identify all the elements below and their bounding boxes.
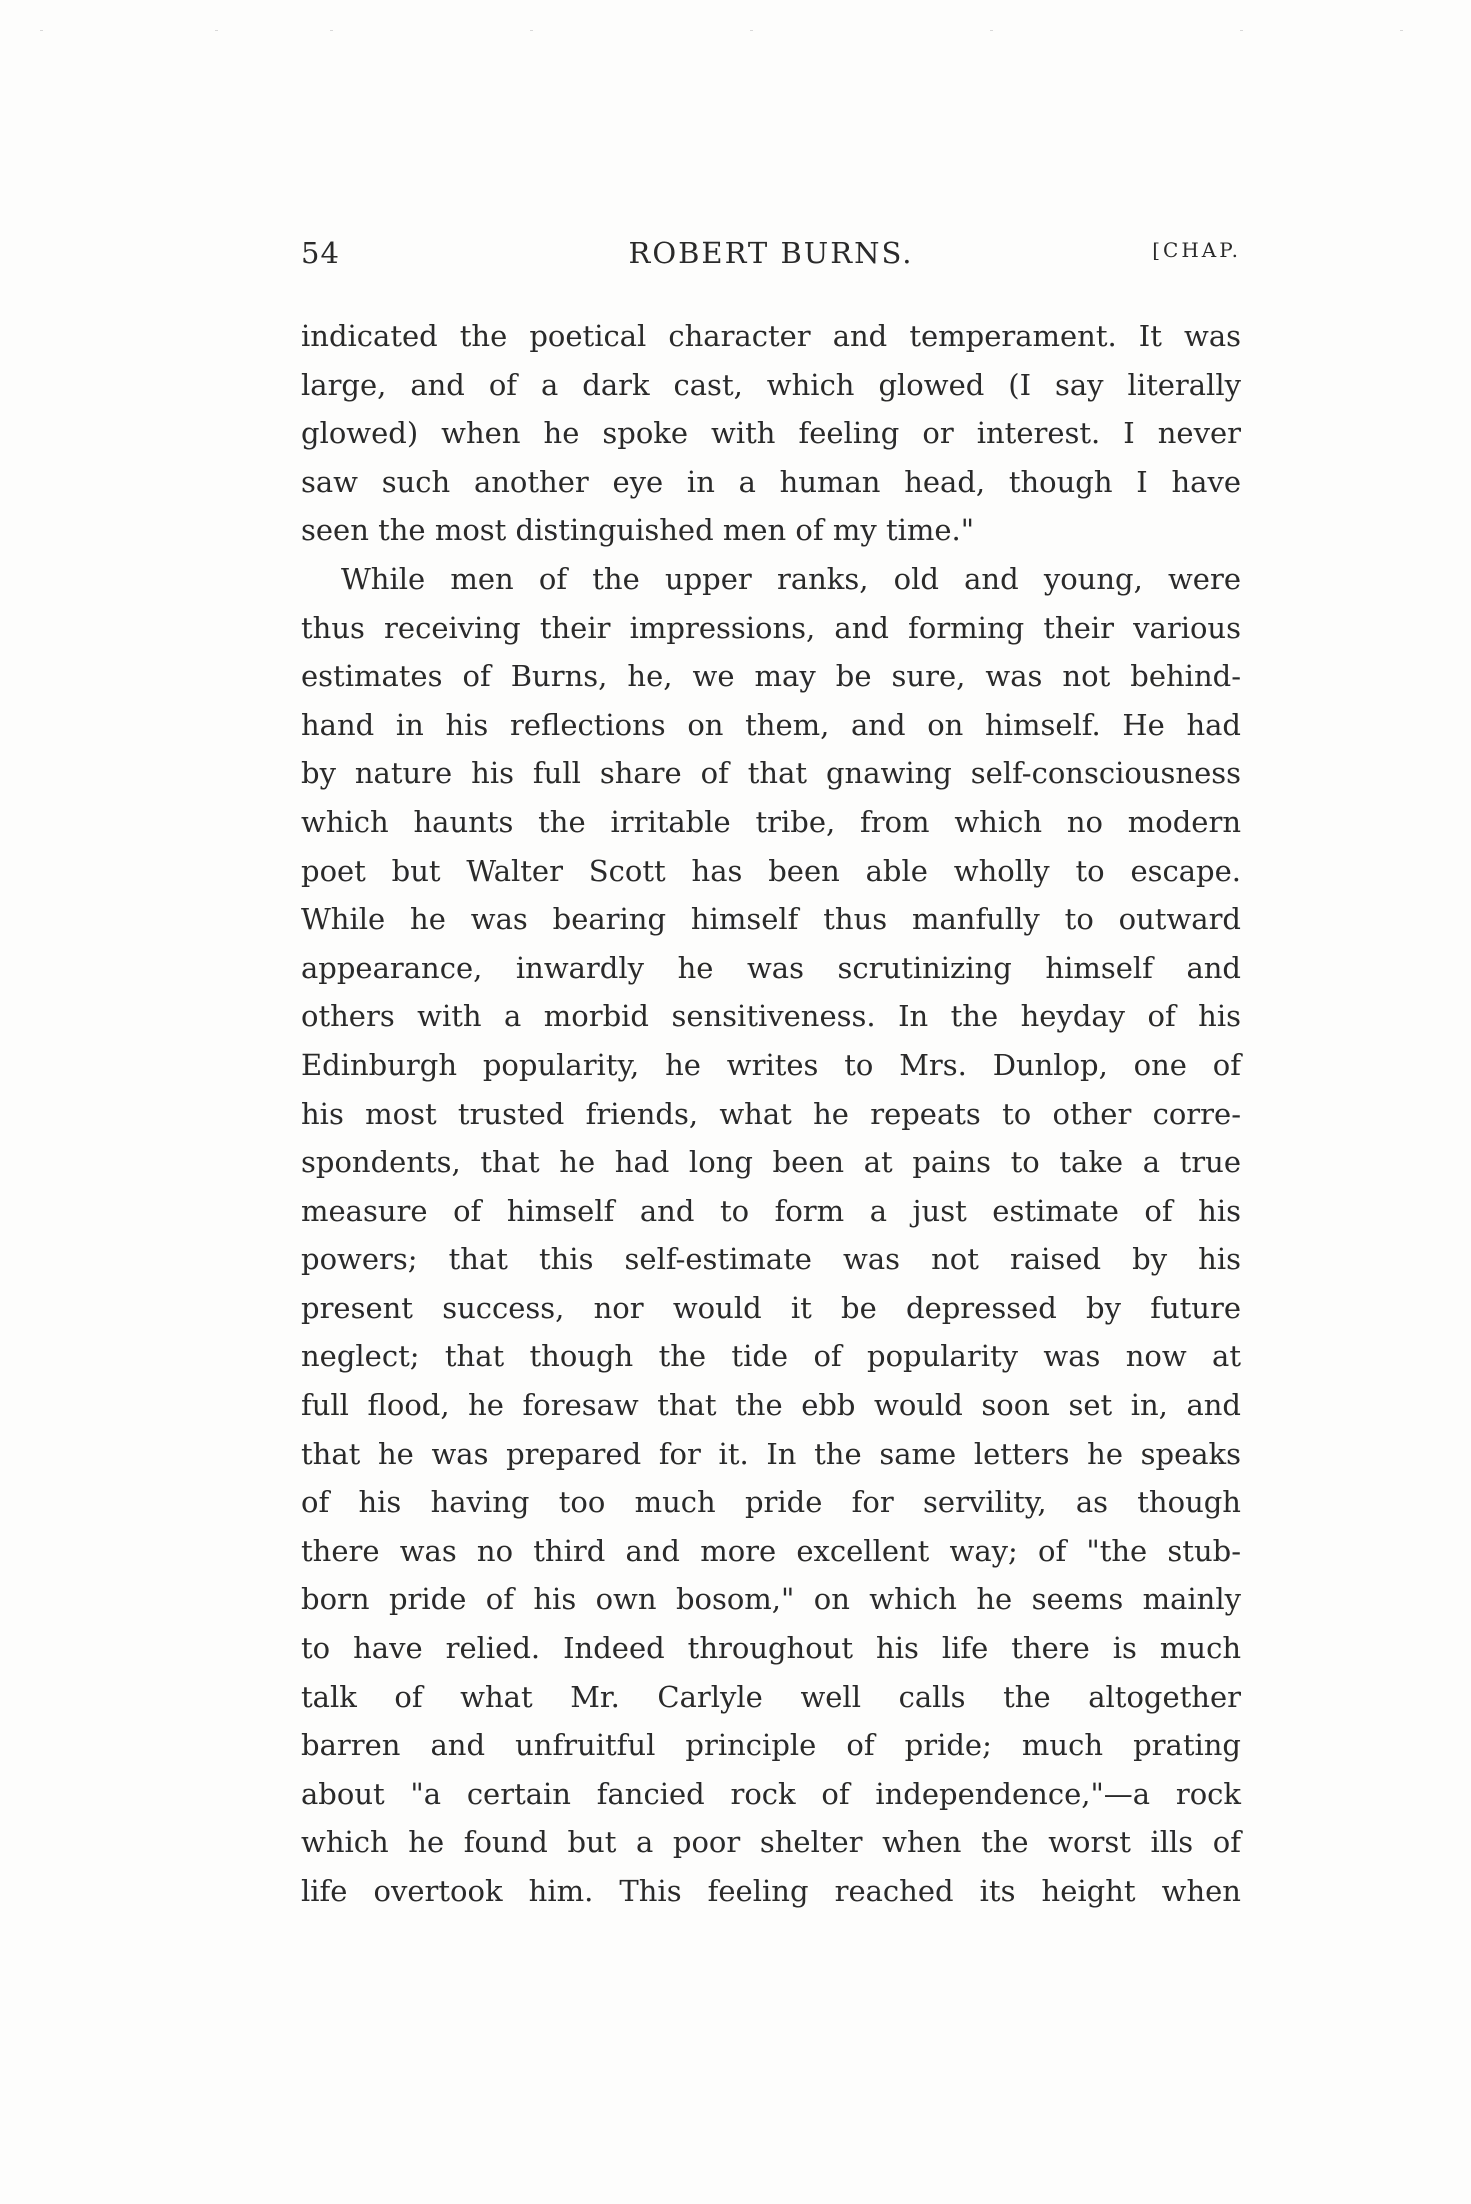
text-line: which he found but a poor shelter when the worst ills of: [301, 1825, 1241, 1860]
text-line: by nature his full share of that gnawing self-consciousness: [301, 756, 1241, 791]
text-line: his most trusted friends, what he repeats to other corre-: [301, 1096, 1241, 1131]
text-line: neglect; that though the tide of popularity was now at: [301, 1339, 1241, 1374]
text-line: estimates of Burns, he, we may be sure, was not behind-: [301, 659, 1241, 694]
text-line: others with a morbid sensitiveness. In the heyday of his: [301, 999, 1241, 1034]
running-title: ROBERT BURNS.: [628, 236, 914, 270]
text-line: life overtook him. This feeling reached its height when: [301, 1874, 1241, 1908]
text-line: about "a certain fancied rock of independence,"—a rock: [301, 1776, 1241, 1811]
text-line: present success, nor would it be depressed by future: [301, 1290, 1241, 1325]
text-line: appearance, inwardly he was scrutinizing himself and: [301, 950, 1241, 985]
text-line: barren and unfruitful principle of pride; much prating: [301, 1728, 1241, 1763]
text-line: full flood, he foresaw that the ebb would soon set in, and: [301, 1388, 1241, 1423]
text-line: powers; that this self-estimate was not raised by his: [301, 1242, 1241, 1277]
page-number: 54: [301, 236, 340, 270]
scan-speck: [1240, 30, 1243, 31]
text-line: saw such another eye in a human head, though I have: [301, 464, 1241, 499]
text-line: spondents, that he had long been at pains to take a true: [301, 1145, 1241, 1180]
text-line: While he was bearing himself thus manfully to outward: [301, 902, 1241, 937]
text-line: large, and of a dark cast, which glowed (I say literally: [301, 367, 1241, 402]
text-line: of his having too much pride for servility, as though: [301, 1485, 1241, 1520]
body-text: [301, 312, 1241, 1916]
chapter-marker: [CHAP.: [1152, 238, 1241, 262]
text-line: that he was prepared for it. In the same letters he speaks: [301, 1436, 1241, 1471]
text-line: which haunts the irritable tribe, from which no modern: [301, 804, 1241, 839]
scan-speck: [750, 30, 753, 31]
text-line: poet but Walter Scott has been able wholly to escape.: [301, 853, 1241, 888]
text-line: thus receiving their impressions, and forming their various: [301, 610, 1241, 645]
scan-speck: [215, 30, 218, 31]
running-head: [301, 236, 1241, 276]
scan-speck: [1400, 30, 1403, 31]
text-line: Edinburgh popularity, he writes to Mrs. Dunlop, one of: [301, 1047, 1241, 1082]
text-line: hand in his reflections on them, and on himself. He had: [301, 707, 1241, 742]
text-line: there was no third and more excellent way; of "the stub-: [301, 1533, 1241, 1568]
text-line: measure of himself and to form a just estimate of his: [301, 1193, 1241, 1228]
scan-speck: [990, 30, 993, 31]
scan-speck: [530, 30, 533, 31]
text-line: born pride of his own bosom," on which he seems mainly: [301, 1582, 1241, 1617]
text-line: glowed) when he spoke with feeling or interest. I never: [301, 416, 1241, 451]
text-line: to have relied. Indeed throughout his life there is much: [301, 1631, 1241, 1666]
scan-speck: [330, 30, 333, 31]
text-line: indicated the poetical character and temperament. It was: [301, 319, 1241, 353]
text-line: seen the most distinguished men of my time.": [301, 513, 975, 548]
text-line: While men of the upper ranks, old and young, were: [341, 561, 1241, 596]
scan-speck: [40, 30, 43, 31]
text-line: talk of what Mr. Carlyle well calls the altogether: [301, 1679, 1241, 1714]
